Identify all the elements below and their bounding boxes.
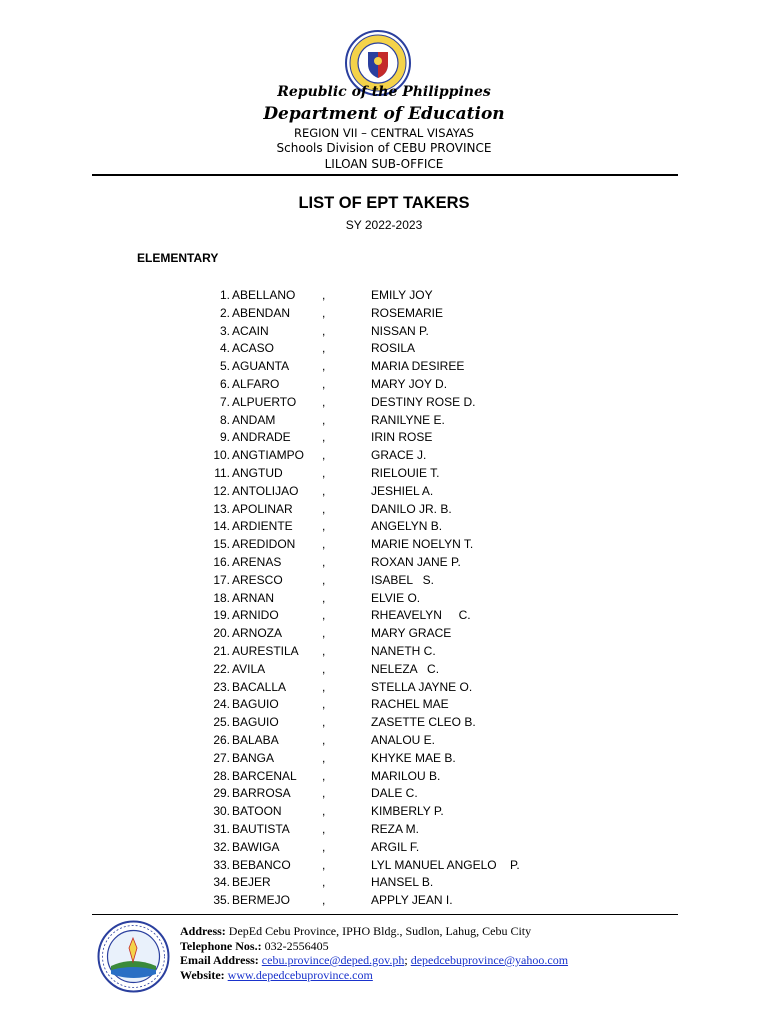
list-item xyxy=(0,394,768,412)
taker-first-name: GRACE J. xyxy=(371,448,427,463)
taker-first-name: ROXAN JANE P. xyxy=(371,554,461,569)
taker-last-name: BALABA xyxy=(232,732,279,747)
department-heading: Department of Education xyxy=(263,104,505,124)
taker-number: 28. xyxy=(213,768,230,783)
taker-first-name: ISABEL S. xyxy=(371,572,434,587)
taker-separator: , xyxy=(322,448,326,463)
section-heading: ELEMENTARY xyxy=(137,251,219,265)
taker-last-name: ARNIDO xyxy=(232,608,279,623)
taker-first-name: DESTINY ROSE D. xyxy=(371,394,476,409)
taker-number: 35. xyxy=(213,893,230,908)
list-item xyxy=(0,874,768,892)
taker-separator: , xyxy=(322,554,326,569)
taker-separator: , xyxy=(322,768,326,783)
taker-number: 26. xyxy=(213,732,230,747)
taker-first-name: REZA M. xyxy=(371,821,420,836)
taker-number: 7. xyxy=(219,394,230,409)
taker-last-name: ANDAM xyxy=(232,412,276,427)
taker-last-name: ANGTIAMPO xyxy=(232,448,305,463)
list-item xyxy=(0,892,768,910)
list-item xyxy=(0,803,768,821)
taker-first-name: MARIA DESIREE xyxy=(371,359,465,374)
taker-last-name: ARESCO xyxy=(232,572,283,587)
list-item xyxy=(0,429,768,447)
taker-number: 21. xyxy=(213,643,230,658)
taker-number: 24. xyxy=(213,697,230,712)
taker-first-name: NELEZA C. xyxy=(371,661,440,676)
taker-first-name: ANALOU E. xyxy=(371,732,436,747)
list-item xyxy=(0,590,768,608)
list-item xyxy=(0,625,768,643)
taker-number: 18. xyxy=(213,590,230,605)
taker-number: 15. xyxy=(213,537,230,552)
taker-last-name: ABENDAN xyxy=(232,305,291,320)
taker-separator: , xyxy=(322,305,326,320)
taker-separator: , xyxy=(322,590,326,605)
list-item xyxy=(0,340,768,358)
taker-last-name: ARNAN xyxy=(232,590,275,605)
taker-last-name: BEBANCO xyxy=(232,857,291,872)
taker-last-name: BAGUIO xyxy=(232,697,279,712)
taker-separator: , xyxy=(322,786,326,801)
list-item xyxy=(0,305,768,323)
taker-first-name: RHEAVELYN C. xyxy=(371,608,471,623)
list-item xyxy=(0,750,768,768)
list-item xyxy=(0,679,768,697)
taker-first-name: IRIN ROSE xyxy=(371,430,433,445)
taker-number: 22. xyxy=(213,661,230,676)
taker-separator: , xyxy=(322,537,326,552)
footer-email: Email Address: cebu.province@deped.gov.ph; depedcebuprovince@yahoo.com xyxy=(180,953,569,967)
taker-number: 8. xyxy=(219,412,230,427)
taker-separator: , xyxy=(322,501,326,516)
email-link-primary[interactable]: cebu.province@deped.gov.ph xyxy=(261,953,405,967)
footer-website: Website: www.depedcebuprovince.com xyxy=(180,967,373,982)
taker-last-name: ACASO xyxy=(232,341,275,356)
list-item xyxy=(0,572,768,590)
taker-last-name: ARENAS xyxy=(232,554,282,569)
taker-number: 13. xyxy=(213,501,230,516)
taker-separator: , xyxy=(322,821,326,836)
list-item xyxy=(0,768,768,786)
taker-separator: , xyxy=(322,359,326,374)
taker-separator: , xyxy=(322,643,326,658)
taker-number: 29. xyxy=(213,786,230,801)
taker-separator: , xyxy=(322,608,326,623)
taker-last-name: ANGTUD xyxy=(232,465,283,480)
list-item xyxy=(0,358,768,376)
taker-first-name: MARIE NOELYN T. xyxy=(371,537,474,552)
taker-first-name: HANSEL B. xyxy=(371,875,434,890)
taker-separator: , xyxy=(322,376,326,391)
taker-first-name: MARILOU B. xyxy=(371,768,441,783)
takers-list xyxy=(0,287,768,910)
taker-number: 4. xyxy=(219,341,230,356)
taker-first-name: RIELOUIE T. xyxy=(371,465,440,480)
taker-last-name: BERMEJO xyxy=(232,893,291,908)
taker-number: 3. xyxy=(219,323,230,338)
taker-last-name: BEJER xyxy=(232,875,271,890)
taker-number: 32. xyxy=(213,839,230,854)
taker-number: 33. xyxy=(213,857,230,872)
taker-separator: , xyxy=(322,626,326,641)
taker-last-name: ANTOLIJAO xyxy=(232,483,299,498)
taker-first-name: KHYKE MAE B. xyxy=(371,750,456,765)
page-title: LIST OF EPT TAKERS xyxy=(298,194,470,212)
list-item xyxy=(0,447,768,465)
taker-last-name: BARCENAL xyxy=(232,768,297,783)
taker-separator: , xyxy=(322,661,326,676)
taker-last-name: ARNOZA xyxy=(232,626,283,641)
taker-separator: , xyxy=(322,732,326,747)
taker-number: 1. xyxy=(219,288,230,302)
taker-first-name: MARY GRACE xyxy=(371,626,452,641)
taker-separator: , xyxy=(322,839,326,854)
taker-separator: , xyxy=(322,697,326,712)
taker-last-name: BARROSA xyxy=(232,786,291,801)
email-link-secondary[interactable]: depedcebuprovince@yahoo.com xyxy=(410,953,569,967)
taker-first-name: EMILY JOY xyxy=(371,288,433,302)
taker-first-name: ARGIL F. xyxy=(371,839,420,854)
taker-first-name: MARY JOY D. xyxy=(371,376,448,391)
footer-divider xyxy=(92,914,678,915)
taker-first-name: ZASETTE CLEO B. xyxy=(371,715,476,730)
taker-separator: , xyxy=(322,804,326,819)
list-item xyxy=(0,518,768,536)
taker-number: 30. xyxy=(213,804,230,819)
taker-last-name: AURESTILA xyxy=(232,643,299,658)
taker-number: 14. xyxy=(213,519,230,534)
taker-first-name: APPLY JEAN I. xyxy=(371,893,453,908)
list-item xyxy=(0,661,768,679)
taker-last-name: ALPUERTO xyxy=(232,394,297,409)
taker-first-name: DALE C. xyxy=(371,786,418,801)
taker-last-name: ANDRADE xyxy=(232,430,291,445)
taker-number: 25. xyxy=(213,715,230,730)
taker-number: 16. xyxy=(213,554,230,569)
list-item xyxy=(0,714,768,732)
taker-number: 23. xyxy=(213,679,230,694)
taker-last-name: ARDIENTE xyxy=(232,519,293,534)
taker-number: 34. xyxy=(213,875,230,890)
taker-number: 12. xyxy=(213,483,230,498)
list-item xyxy=(0,643,768,661)
division-seal-icon xyxy=(97,920,170,993)
taker-first-name: ELVIE O. xyxy=(371,590,421,605)
taker-first-name: ROSEMARIE xyxy=(371,305,444,320)
list-item xyxy=(0,465,768,483)
taker-separator: , xyxy=(322,288,326,302)
taker-separator: , xyxy=(322,715,326,730)
list-item xyxy=(0,607,768,625)
taker-first-name: RANILYNE E. xyxy=(371,412,445,427)
taker-first-name: ROSILA xyxy=(371,341,416,356)
footer-contact xyxy=(180,924,568,982)
taker-last-name: ACAIN xyxy=(232,323,269,338)
taker-number: 10. xyxy=(213,448,230,463)
taker-first-name: NISSAN P. xyxy=(371,323,429,338)
taker-first-name: KIMBERLY P. xyxy=(371,804,444,819)
taker-separator: , xyxy=(322,572,326,587)
list-item xyxy=(0,323,768,341)
taker-first-name: STELLA JAYNE O. xyxy=(371,679,473,694)
taker-separator: , xyxy=(322,750,326,765)
taker-last-name: APOLINAR xyxy=(232,501,293,516)
taker-last-name: AVILA xyxy=(232,661,266,676)
taker-last-name: BAUTISTA xyxy=(232,821,290,836)
taker-number: 2. xyxy=(219,305,230,320)
list-item xyxy=(0,287,768,305)
list-item xyxy=(0,821,768,839)
taker-first-name: NANETH C. xyxy=(371,643,436,658)
website-link[interactable]: www.depedcebuprovince.com xyxy=(227,967,373,982)
list-item xyxy=(0,412,768,430)
taker-separator: , xyxy=(322,323,326,338)
list-item xyxy=(0,536,768,554)
taker-last-name: AGUANTA xyxy=(232,359,290,374)
office-line: LILOAN SUB-OFFICE xyxy=(324,157,444,171)
taker-first-name: JESHIEL A. xyxy=(371,483,434,498)
taker-last-name: BATOON xyxy=(232,804,282,819)
taker-separator: , xyxy=(322,679,326,694)
taker-separator: , xyxy=(322,430,326,445)
taker-number: 17. xyxy=(213,572,230,587)
footer-address: Address: DepEd Cebu Province, IPHO Bldg., Sudlon, Lahug, Cebu City xyxy=(180,924,532,938)
list-item xyxy=(0,732,768,750)
list-item xyxy=(0,554,768,572)
taker-last-name: BACALLA xyxy=(232,679,287,694)
region-line: REGION VII – CENTRAL VISAYAS xyxy=(293,126,474,140)
taker-first-name: DANILO JR. B. xyxy=(371,501,452,516)
taker-separator: , xyxy=(322,875,326,890)
list-item xyxy=(0,483,768,501)
taker-number: 5. xyxy=(219,359,230,374)
taker-number: 9. xyxy=(219,430,230,445)
taker-last-name: ABELLANO xyxy=(232,288,296,302)
header-divider xyxy=(92,174,678,176)
list-item xyxy=(0,785,768,803)
taker-separator: , xyxy=(322,857,326,872)
list-item xyxy=(0,376,768,394)
taker-number: 19. xyxy=(213,608,230,623)
taker-first-name: RACHEL MAE xyxy=(371,697,449,712)
list-item xyxy=(0,501,768,519)
footer-phone: Telephone Nos.: 032-2556405 xyxy=(180,938,329,953)
taker-last-name: ALFARO xyxy=(232,376,280,391)
taker-separator: , xyxy=(322,412,326,427)
taker-number: 31. xyxy=(213,821,230,836)
taker-separator: , xyxy=(322,465,326,480)
taker-separator: , xyxy=(322,519,326,534)
taker-separator: , xyxy=(322,893,326,908)
division-line: Schools Division of CEBU PROVINCE xyxy=(276,141,492,155)
republic-heading: Republic of the Philippines xyxy=(277,84,491,100)
list-item xyxy=(0,839,768,857)
taker-last-name: AREDIDON xyxy=(232,537,296,552)
taker-separator: , xyxy=(322,394,326,409)
taker-number: 27. xyxy=(213,750,230,765)
taker-last-name: BANGA xyxy=(232,750,275,765)
taker-last-name: BAWIGA xyxy=(232,839,280,854)
taker-number: 11. xyxy=(214,465,230,480)
taker-separator: , xyxy=(322,341,326,356)
list-item xyxy=(0,857,768,875)
taker-number: 6. xyxy=(219,376,230,391)
taker-first-name: LYL MANUEL ANGELO P. xyxy=(371,857,520,872)
taker-separator: , xyxy=(322,483,326,498)
school-year: SY 2022-2023 xyxy=(345,218,423,232)
taker-last-name: BAGUIO xyxy=(232,715,279,730)
taker-number: 20. xyxy=(213,626,230,641)
taker-first-name: ANGELYN B. xyxy=(371,519,443,534)
list-item xyxy=(0,696,768,714)
